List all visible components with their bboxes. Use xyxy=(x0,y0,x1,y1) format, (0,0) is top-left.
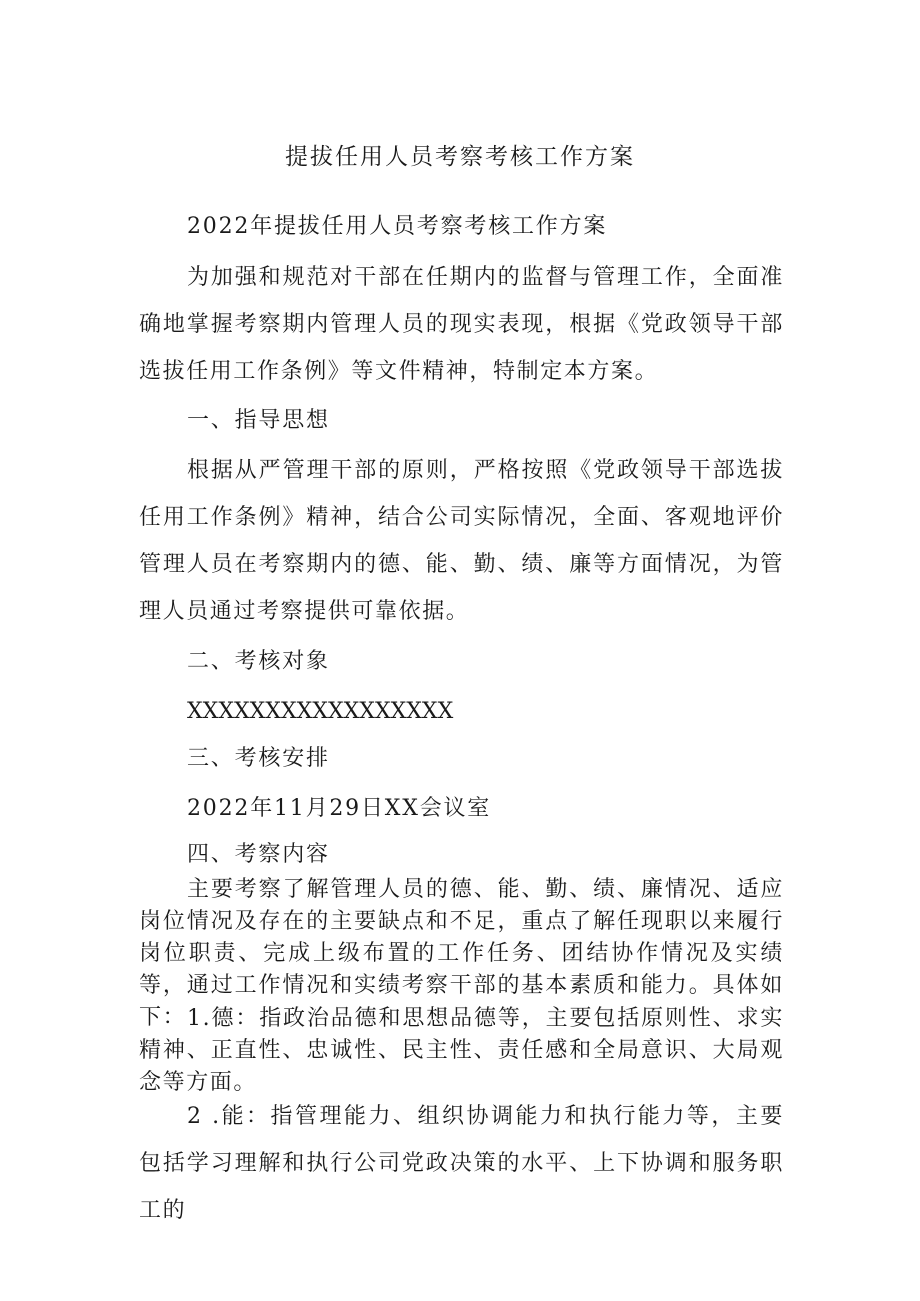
section-4-body: 主要考察了解管理人员的德、能、勤、绩、廉情况、适应岗位情况及存在的主要缺点和不足，重点了解任现职以来履行岗位职责、完成上级布置的工作任务、团结协作情况及实绩等，通过工作情况和实绩考察干部的基本素质和能力。具体如下： xyxy=(139,877,784,1030)
section-2-heading: 二、考核对象 xyxy=(187,649,330,674)
document-title: 提拔任用人员考察考核工作方案 xyxy=(285,144,635,170)
section-3-heading: 三、考核安排 xyxy=(187,746,330,771)
section-3-body: 2022年11月29日XX会议室 xyxy=(187,796,492,821)
section-1-heading: 一、指导思想 xyxy=(187,408,330,433)
document-subtitle: 2022年提拔任用人员考察考核工作方案 xyxy=(187,214,608,239)
content-item-2: 2 .能：指管理能力、组织协调能力和执行能力等，主要包括学习理解和执行公司党政决策的水平、上下协调和服务职工的 xyxy=(139,1104,784,1223)
section-1-body: 根据从严管理干部的原则，严格按照《党政领导干部选拔任用工作条例》精神，结合公司实际情况，全面、客观地评价管理人员在考察期内的德、能、勤、绩、廉等方面情况，为管理人员通过考察提供可靠依据。 xyxy=(139,458,784,624)
section-2-body: XXXXXXXXXXXXXXXXX xyxy=(187,699,454,724)
content-item-1: 1.德：指政治品德和思想品德等，主要包括原则性、求实精神、正直性、忠诚性、民主性、责任感和全局意识、大局观念等方面。 xyxy=(139,1006,784,1095)
section-4-heading: 四、考察内容 xyxy=(187,842,330,867)
intro-paragraph: 为加强和规范对干部在任期内的监督与管理工作，全面准确地掌握考察期内管理人员的现实表现，根据《党政领导干部选拔任用工作条例》等文件精神，特制定本方案。 xyxy=(139,265,784,384)
